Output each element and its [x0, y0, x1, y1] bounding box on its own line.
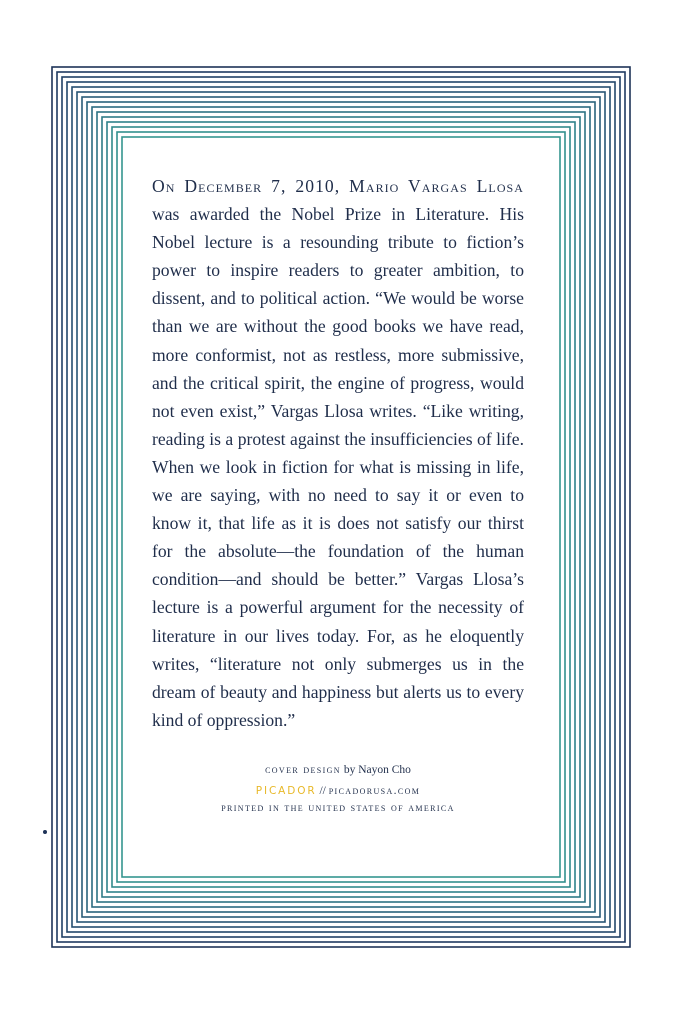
publisher-website: picadorusa.com [328, 784, 421, 797]
cover-design-label: cover design [265, 763, 341, 776]
publisher-separator: // [316, 784, 329, 797]
publisher-name: PICADOR [255, 784, 317, 797]
frame-dot [43, 830, 47, 834]
cover-design-line [152, 760, 524, 781]
blurb-text: was awarded the Nobel Prize in Literature. His Nobel lecture is a resounding tribute to fiction’s power to inspire readers to greater ambition, to dissent, and to political action. “We would be worse than we are without the good books we have read, more conformist, not as restless, more submissive, and the critical spirit, the engine of progress, would not even exist,” Vargas Llosa writes. “Like writing, reading is a protest against the insufficiencies of life. When we look in fiction for what is missing in life, we are saying, with no need to say it or even to know it, that life as it is does not satisfy our thirst for the absolute—the foundation of the human condition—and should be better.” Vargas Llosa’s lecture is a powerful argument for the necessity of literature in our lives today. For, as he eloquently writes, “literature not only submerges us in the dream of beauty and happiness but alerts us to every kind of oppression.” [152, 204, 524, 730]
credits [152, 760, 524, 819]
cover-designer: by Nayon Cho [340, 763, 411, 776]
back-cover-content [152, 172, 524, 819]
printed-in: printed in the united states of america [221, 801, 455, 814]
blurb-paragraph [152, 172, 524, 734]
blurb-lead: On December 7, 2010, Mario Vargas Llosa [152, 176, 524, 196]
